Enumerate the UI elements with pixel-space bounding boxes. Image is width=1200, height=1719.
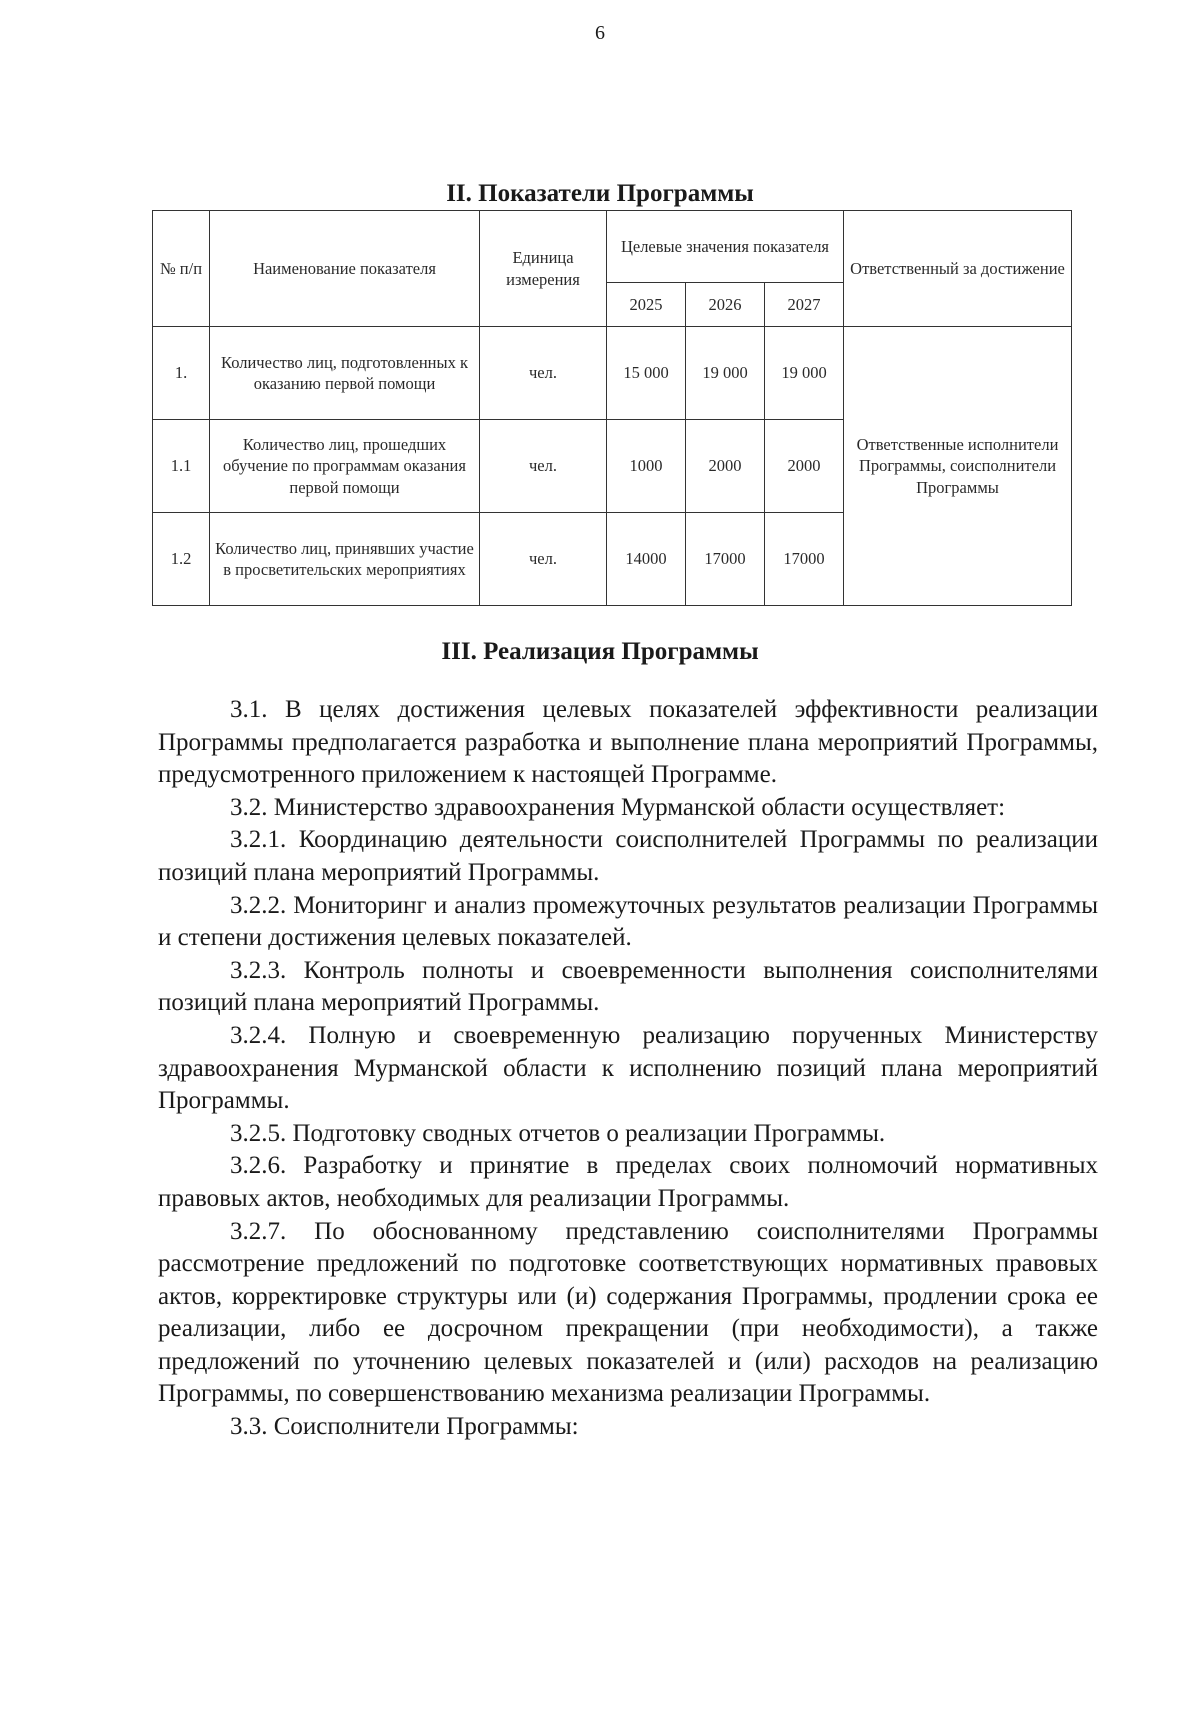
- paragraph: 3.2.4. Полную и своевременную реализацию порученных Министерству здравоохранения Мурманской области к исполнению позиций плана мероприятий Программы.: [158, 1021, 1098, 1115]
- table-header-row: [153, 211, 1072, 283]
- header-year: 2027: [765, 283, 844, 327]
- row-num: 1.: [153, 327, 210, 420]
- row-value: 14000: [607, 513, 686, 606]
- row-value: 19 000: [686, 327, 765, 420]
- row-unit: чел.: [480, 513, 607, 606]
- row-value: 19 000: [765, 327, 844, 420]
- paragraph: 3.2.5. Подготовку сводных отчетов о реализации Программы.: [230, 1119, 886, 1147]
- row-value: 17000: [686, 513, 765, 606]
- row-name: Количество лиц, прошедших обучение по программам оказания первой помощи: [210, 420, 480, 513]
- row-value: 15 000: [607, 327, 686, 420]
- paragraph: 3.2.7. По обоснованному представлению соисполнителями Программы рассмотрение предложений по подготовке соответствующих нормативных правовых актов, корректировке структуры или (и) содержания Программы, продлении срока ее реализации, либо ее досрочном прекращении (при необходимости), а также предложений по уточнению целевых показателей и (или) расходов на реализацию Программы, по совершенствованию механизма реализации Программы.: [158, 1217, 1098, 1408]
- header-num: № п/п: [153, 211, 210, 327]
- row-unit: чел.: [480, 327, 607, 420]
- row-value: 2000: [686, 420, 765, 513]
- page-number: 6: [595, 22, 605, 44]
- row-name: Количество лиц, принявших участие в просветительских мероприятиях: [210, 513, 480, 606]
- table-row: [153, 327, 1072, 420]
- paragraph: 3.2. Министерство здравоохранения Мурманской области осуществляет:: [230, 793, 1006, 821]
- header-name: Наименование показателя: [210, 211, 480, 327]
- row-value: 2000: [765, 420, 844, 513]
- paragraph: 3.2.1. Координацию деятельности соисполнителей Программы по реализации позиций плана мероприятий Программы.: [158, 826, 1098, 886]
- section-3-body: [158, 694, 1098, 1444]
- header-responsible: Ответственный за достижение: [844, 211, 1072, 327]
- row-name: Количество лиц, подготовленных к оказанию первой помощи: [210, 327, 480, 420]
- header-target-values: Целевые значения показателя: [607, 211, 844, 283]
- row-value: 17000: [765, 513, 844, 606]
- paragraph: 3.3. Соисполнители Программы:: [230, 1413, 579, 1441]
- row-num: 1.2: [153, 513, 210, 606]
- header-year: 2026: [686, 283, 765, 327]
- paragraph: 3.2.6. Разработку и принятие в пределах своих полномочий нормативных правовых актов, необходимых для реализации Программы.: [158, 1152, 1098, 1212]
- section-3-title: III. Реализация Программы: [441, 638, 759, 665]
- section-2-title: II. Показатели Программы: [446, 180, 754, 207]
- row-value: 1000: [607, 420, 686, 513]
- header-unit: Единица измерения: [480, 211, 607, 327]
- paragraph: 3.2.3. Контроль полноты и своевременности выполнения соисполнителями позиций плана мероприятий Программы.: [158, 956, 1098, 1017]
- responsible-cell: Ответственные исполнители Программы, соисполнители Программы: [844, 327, 1072, 606]
- indicators-table: [152, 210, 1072, 606]
- row-unit: чел.: [480, 420, 607, 513]
- paragraph: 3.2.2. Мониторинг и анализ промежуточных результатов реализации Программы и степени достижения целевых показателей.: [158, 891, 1098, 952]
- row-num: 1.1: [153, 420, 210, 513]
- paragraph: 3.1. В целях достижения целевых показателей эффективности реализации Программы предполагается разработка и выполнение плана мероприятий Программы, предусмотренного приложением к настоящей Программе.: [158, 696, 1098, 789]
- header-year: 2025: [607, 283, 686, 327]
